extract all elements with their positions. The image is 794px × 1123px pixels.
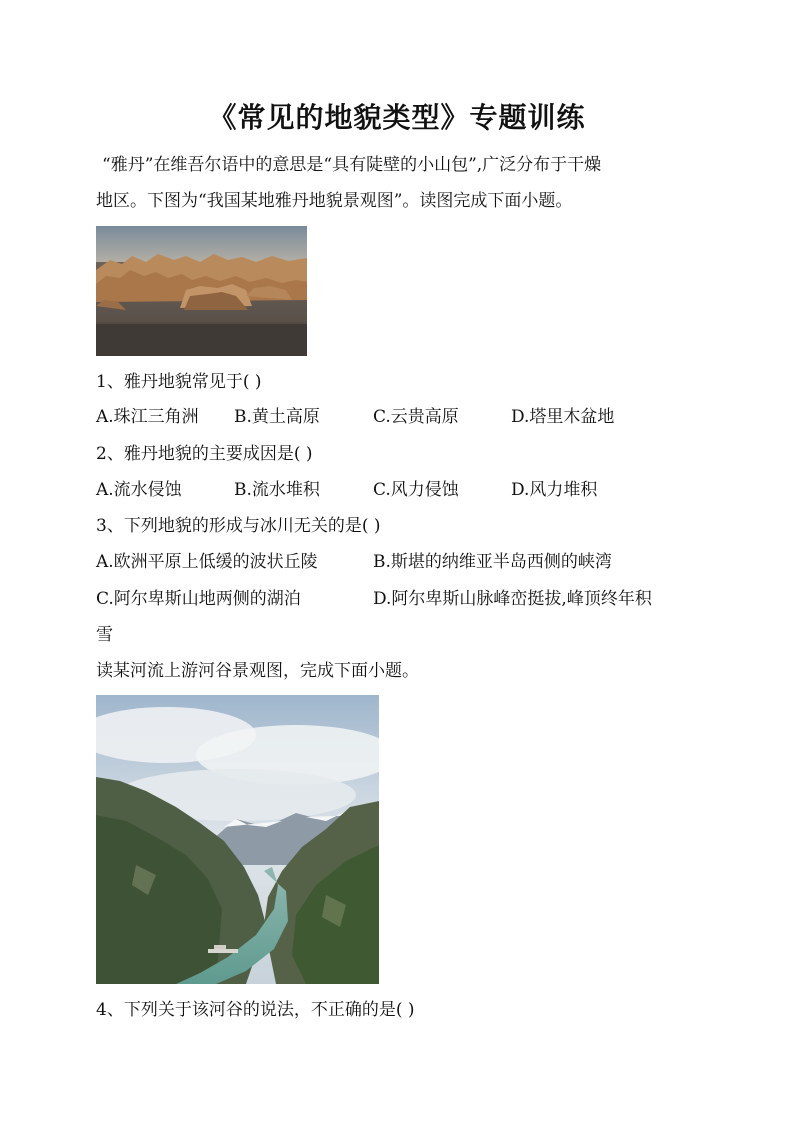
question-1-stem: 1、雅丹地貌常见于( ) bbox=[96, 372, 262, 392]
q2-option-b[interactable]: B.流水堆积 bbox=[234, 480, 320, 500]
q1-option-c[interactable]: C.云贵高原 bbox=[373, 407, 459, 427]
intro-2: 读某河流上游河谷景观图，完成下面小题。 bbox=[96, 661, 419, 681]
q3-option-d-wrap: 雪 bbox=[96, 625, 113, 645]
q2-option-d[interactable]: D.风力堆积 bbox=[511, 480, 598, 500]
q3-option-d[interactable]: D.阿尔卑斯山脉峰峦挺拔,峰顶终年积 bbox=[373, 589, 652, 609]
yardang-landform-photo bbox=[96, 226, 307, 356]
q1-option-b[interactable]: B.黄土高原 bbox=[234, 407, 320, 427]
q1-option-d[interactable]: D.塔里木盆地 bbox=[511, 407, 615, 427]
river-valley-photo bbox=[96, 695, 379, 984]
q3-option-c[interactable]: C.阿尔卑斯山地两侧的湖泊 bbox=[96, 589, 301, 609]
q2-option-a[interactable]: A.流水侵蚀 bbox=[96, 480, 182, 500]
question-4-stem: 4、下列关于该河谷的说法，不正确的是( ) bbox=[96, 1000, 415, 1020]
q1-option-a[interactable]: A.珠江三角洲 bbox=[96, 407, 199, 427]
intro-line-2: 地区。下图为“我国某地雅丹地貌景观图”。读图完成下面小题。 bbox=[96, 191, 573, 211]
question-3-stem: 3、下列地貌的形成与冰川无关的是( ) bbox=[96, 516, 381, 536]
q2-option-c[interactable]: C.风力侵蚀 bbox=[373, 480, 459, 500]
q3-option-a[interactable]: A.欧洲平原上低缓的波状丘陵 bbox=[96, 552, 318, 572]
question-2-stem: 2、雅丹地貌的主要成因是( ) bbox=[96, 444, 313, 464]
q3-option-b[interactable]: B.斯堪的纳维亚半岛西侧的峡湾 bbox=[373, 552, 612, 572]
intro-line-1: “雅丹”在维吾尔语中的意思是“具有陡壁的小山包”,广泛分布于干燥 bbox=[102, 155, 602, 175]
page-title: 《常见的地貌类型》专题训练 bbox=[208, 101, 586, 134]
